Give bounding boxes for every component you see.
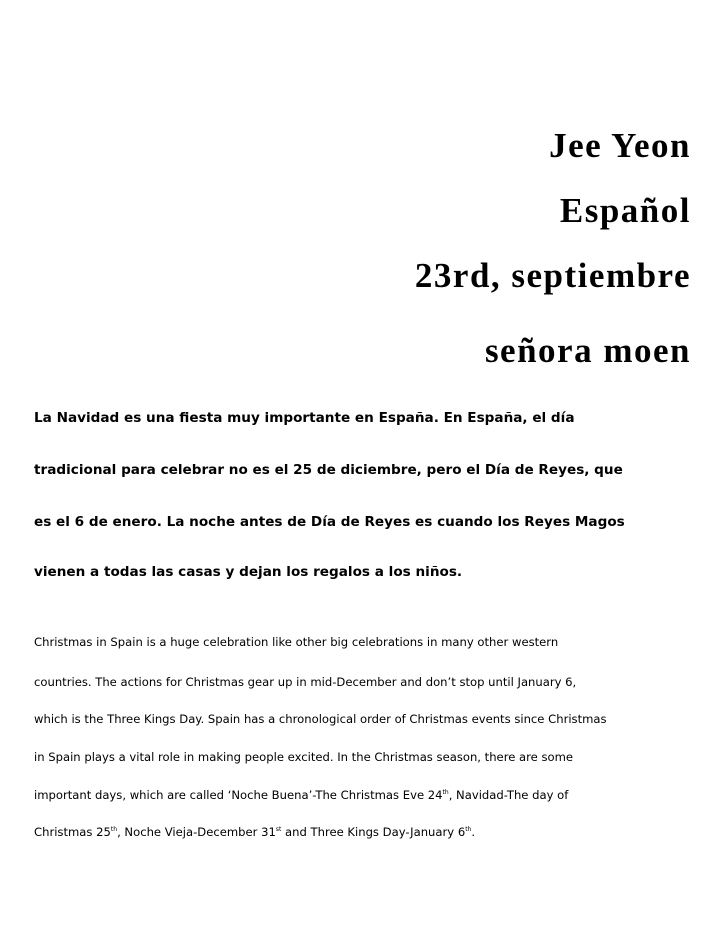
spanish-paragraph-line-1: La Navidad es una fiesta muy importante en España. En España, el día bbox=[34, 410, 575, 426]
spanish-paragraph-line-3: es el 6 de enero. La noche antes de Día de Reyes es cuando los Reyes Magos bbox=[34, 514, 625, 530]
class-name: Español bbox=[559, 191, 691, 230]
line-6-text-c: and Three Kings Day-January 6 bbox=[281, 825, 466, 839]
english-paragraph-line-6 bbox=[34, 827, 475, 839]
line-5-text-a: important days, which are called ‘Noche Buena’-The Christmas Eve 24 bbox=[34, 788, 443, 802]
teacher-name: señora moen bbox=[484, 331, 691, 370]
english-paragraph-line-3: which is the Three Kings Day. Spain has a chronological order of Christmas events since Christmas bbox=[34, 712, 607, 726]
english-paragraph-line-5 bbox=[34, 790, 568, 802]
student-name: Jee Yeon bbox=[549, 126, 691, 165]
line-6-text-b: , Noche Vieja-December 31 bbox=[117, 825, 276, 839]
spanish-paragraph-line-4: vienen a todas las casas y dejan los regalos a los niños. bbox=[34, 564, 463, 580]
line-5-text-b: , Navidad-The day of bbox=[448, 788, 569, 802]
english-paragraph-line-4: in Spain plays a vital role in making people excited. In the Christmas season, there are some bbox=[34, 750, 574, 764]
line-6-text-a: Christmas 25 bbox=[34, 825, 111, 839]
line-6-text-d: . bbox=[471, 825, 476, 839]
line-6-superscript-2: st bbox=[275, 826, 282, 833]
line-6-superscript-1: th bbox=[110, 826, 118, 833]
english-paragraph-line-1: Christmas in Spain is a huge celebration like other big celebrations in many other western bbox=[34, 635, 559, 649]
spanish-paragraph-line-2: tradicional para celebrar no es el 25 de diciembre, pero el Día de Reyes, que bbox=[34, 462, 623, 478]
line-5-superscript: th bbox=[442, 789, 449, 796]
date-line: 23rd, septiembre bbox=[414, 256, 691, 295]
line-6-superscript-3: th bbox=[465, 826, 472, 833]
english-paragraph-line-2: countries. The actions for Christmas gear up in mid-December and don’t stop until January 6, bbox=[34, 675, 577, 689]
